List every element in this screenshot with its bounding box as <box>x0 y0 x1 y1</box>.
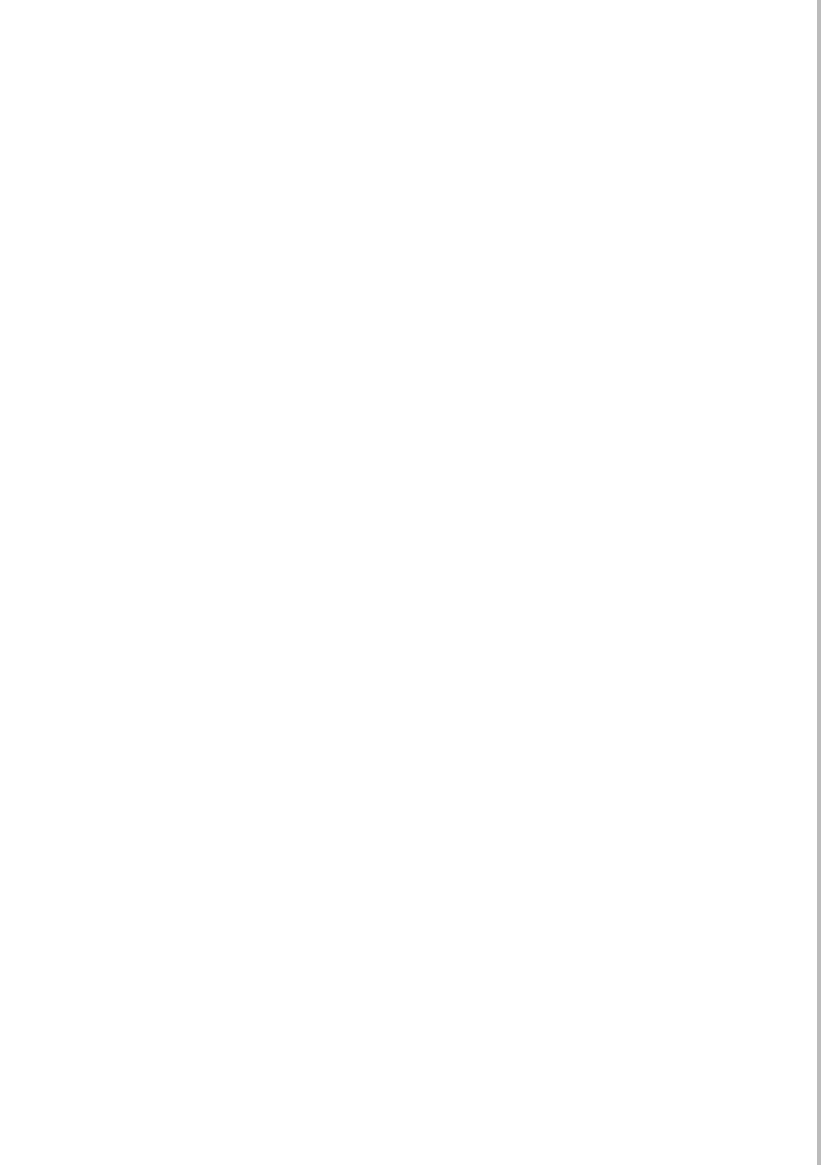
header-income <box>182 90 226 157</box>
header-dir-other <box>226 522 292 579</box>
header-lend-out <box>226 579 292 636</box>
header-idle <box>226 341 292 401</box>
header-status-other <box>226 280 292 341</box>
header-in-use <box>226 462 292 522</box>
header-actual-office-area <box>226 750 339 802</box>
header-income-rent <box>292 113 339 135</box>
header-project <box>182 880 339 1052</box>
header-dangerous <box>226 401 292 462</box>
header-no-property <box>226 157 292 219</box>
page-edge <box>817 0 821 1165</box>
header-rent-out <box>226 636 292 693</box>
header-owned <box>226 219 292 280</box>
header-property-form <box>182 157 226 280</box>
header-usage-status <box>182 280 226 522</box>
column-no-label <box>339 880 381 1052</box>
header-usage-direction <box>182 522 226 750</box>
header-subtotal <box>226 802 339 824</box>
header-income-subtotal <box>292 135 339 157</box>
header-self-use <box>226 693 292 750</box>
header-area-group <box>182 750 226 824</box>
header-income-other <box>226 90 339 113</box>
header-row-no <box>182 863 339 880</box>
header-original-value <box>254 824 339 842</box>
header-quantity <box>254 842 339 863</box>
header-income-lend <box>226 113 292 135</box>
